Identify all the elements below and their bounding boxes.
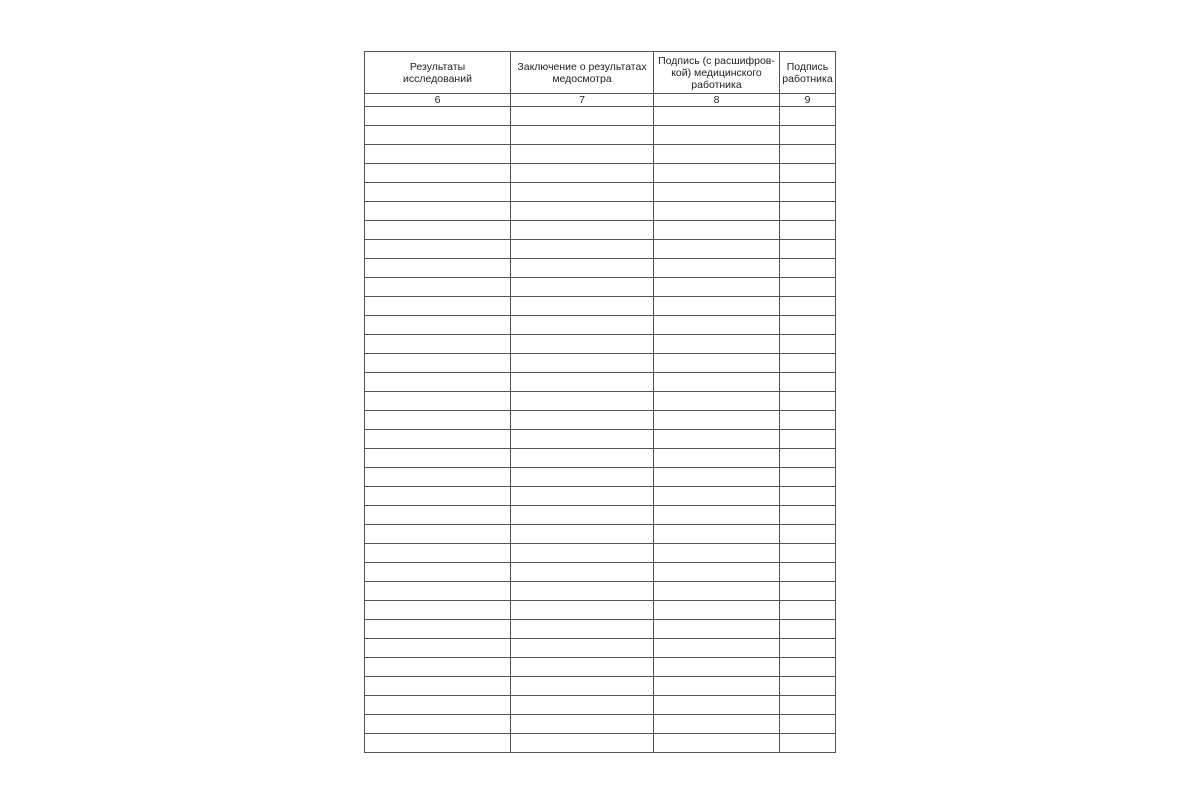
blank-cell [511,373,654,392]
table-row [365,297,836,316]
blank-cell [511,525,654,544]
blank-cell [780,506,836,525]
blank-cell [654,183,780,202]
blank-cell [365,563,511,582]
blank-cell [780,715,836,734]
blank-cell [654,601,780,620]
blank-cell [654,525,780,544]
blank-cell [780,145,836,164]
blank-cell [365,373,511,392]
table-row [365,107,836,126]
blank-cell [365,544,511,563]
blank-cell [654,620,780,639]
blank-cell [654,715,780,734]
table-row [365,677,836,696]
column-number: 7 [511,94,654,107]
blank-cell [511,221,654,240]
table-row [365,525,836,544]
blank-cell [511,202,654,221]
header-label: Подпись работника [782,60,833,85]
blank-cell [780,240,836,259]
blank-cell [654,259,780,278]
column-number-row [365,94,836,107]
blank-cell [654,411,780,430]
table-row [365,506,836,525]
column-number: 8 [654,94,780,107]
table-row [365,240,836,259]
blank-cell [511,107,654,126]
blank-cell [780,449,836,468]
blank-cell [511,297,654,316]
blank-cell [654,202,780,221]
table-row [365,563,836,582]
table-row [365,221,836,240]
blank-cell [511,639,654,658]
table-row [365,278,836,297]
blank-cell [365,734,511,753]
blank-cell [365,145,511,164]
blank-cell [365,164,511,183]
blank-cell [654,677,780,696]
blank-cell [654,316,780,335]
blank-cell [511,259,654,278]
blank-cell [365,715,511,734]
blank-cell [365,278,511,297]
medical-exam-log-table [364,51,836,753]
blank-cell [365,449,511,468]
blank-cell [511,468,654,487]
blank-cell [511,392,654,411]
blank-cell [780,354,836,373]
blank-cell [654,658,780,677]
blank-cell [365,411,511,430]
table-row [365,696,836,715]
blank-cell [780,430,836,449]
table-row [365,449,836,468]
blank-cell [365,506,511,525]
blank-cell [654,487,780,506]
blank-cell [780,126,836,145]
blank-cell [511,544,654,563]
blank-cell [365,202,511,221]
blank-cell [654,145,780,164]
blank-cell [780,544,836,563]
blank-cell [780,164,836,183]
blank-cell [780,335,836,354]
blank-cell [654,696,780,715]
blank-cell [780,183,836,202]
table-row [365,468,836,487]
table-row [365,392,836,411]
blank-cell [365,677,511,696]
blank-cell [654,240,780,259]
header-cell-medic-signature [654,52,780,94]
blank-cell [780,373,836,392]
blank-cell [511,240,654,259]
blank-cell [365,601,511,620]
blank-cell [365,658,511,677]
header-label: Заключение о результатах медосмотра [517,60,647,85]
blank-cell [511,601,654,620]
blank-cell [780,601,836,620]
blank-cell [780,468,836,487]
blank-cell [654,392,780,411]
table-row [365,373,836,392]
table-row [365,411,836,430]
blank-cell [511,164,654,183]
blank-cell [780,658,836,677]
blank-cell [780,487,836,506]
blank-cell [365,221,511,240]
blank-cell [365,297,511,316]
blank-cell [365,620,511,639]
blank-cell [365,183,511,202]
blank-cell [780,582,836,601]
table-row [365,164,836,183]
header-cell-worker-signature [780,52,836,94]
blank-cell [365,430,511,449]
blank-cell [365,392,511,411]
table-row [365,354,836,373]
blank-cell [511,715,654,734]
blank-cell [511,126,654,145]
blank-cell [511,183,654,202]
blank-cell [654,563,780,582]
blank-cell [511,677,654,696]
blank-cell [654,335,780,354]
blank-cell [780,107,836,126]
blank-cell [654,373,780,392]
blank-cell [780,297,836,316]
blank-cell [654,639,780,658]
blank-cell [365,487,511,506]
blank-cell [511,354,654,373]
blank-cell [654,126,780,145]
blank-cell [365,468,511,487]
blank-cell [365,354,511,373]
blank-cell [511,620,654,639]
blank-cell [511,734,654,753]
blank-cell [511,335,654,354]
blank-cell [654,221,780,240]
table-row [365,316,836,335]
blank-cell [654,354,780,373]
blank-cell [511,430,654,449]
blank-cell [654,297,780,316]
table-row [365,658,836,677]
blank-cell [511,506,654,525]
blank-cell [780,734,836,753]
blank-cell [511,411,654,430]
blank-cell [780,696,836,715]
blank-cell [654,430,780,449]
blank-cell [511,563,654,582]
blank-cell [365,525,511,544]
blank-cell [654,468,780,487]
table-row [365,620,836,639]
table-body [365,107,836,753]
table-row [365,145,836,164]
blank-cell [365,107,511,126]
blank-cell [365,240,511,259]
blank-cell [654,544,780,563]
blank-cell [780,639,836,658]
table-row [365,335,836,354]
blank-cell [780,202,836,221]
blank-cell [654,506,780,525]
column-number: 9 [780,94,836,107]
column-number: 6 [365,94,511,107]
blank-cell [780,392,836,411]
blank-cell [780,677,836,696]
table-row [365,126,836,145]
blank-cell [511,696,654,715]
table-row [365,734,836,753]
blank-cell [654,278,780,297]
table-row [365,259,836,278]
blank-cell [511,582,654,601]
blank-cell [780,525,836,544]
blank-cell [365,582,511,601]
blank-cell [780,259,836,278]
table-row [365,487,836,506]
blank-cell [654,449,780,468]
table-row [365,582,836,601]
table-row [365,544,836,563]
blank-cell [654,164,780,183]
table-row [365,715,836,734]
table-row [365,430,836,449]
header-label: Подпись (с расшифров- кой) медицинского работника [658,54,775,91]
blank-cell [780,221,836,240]
blank-cell [365,639,511,658]
blank-cell [511,316,654,335]
blank-cell [511,449,654,468]
table-row [365,183,836,202]
blank-cell [365,335,511,354]
blank-cell [654,582,780,601]
blank-cell [780,411,836,430]
blank-cell [511,487,654,506]
blank-cell [511,658,654,677]
blank-cell [511,145,654,164]
blank-cell [780,620,836,639]
blank-cell [365,259,511,278]
header-cell-exam-conclusion [511,52,654,94]
blank-cell [654,734,780,753]
table-row [365,601,836,620]
blank-cell [511,278,654,297]
blank-cell [780,316,836,335]
blank-cell [780,563,836,582]
header-cell-research-results [365,52,511,94]
table-row [365,639,836,658]
blank-cell [365,316,511,335]
table-row [365,202,836,221]
header-row [365,52,836,94]
blank-cell [780,278,836,297]
blank-cell [365,126,511,145]
header-label: Результаты исследований [403,60,472,85]
blank-cell [365,696,511,715]
blank-cell [654,107,780,126]
